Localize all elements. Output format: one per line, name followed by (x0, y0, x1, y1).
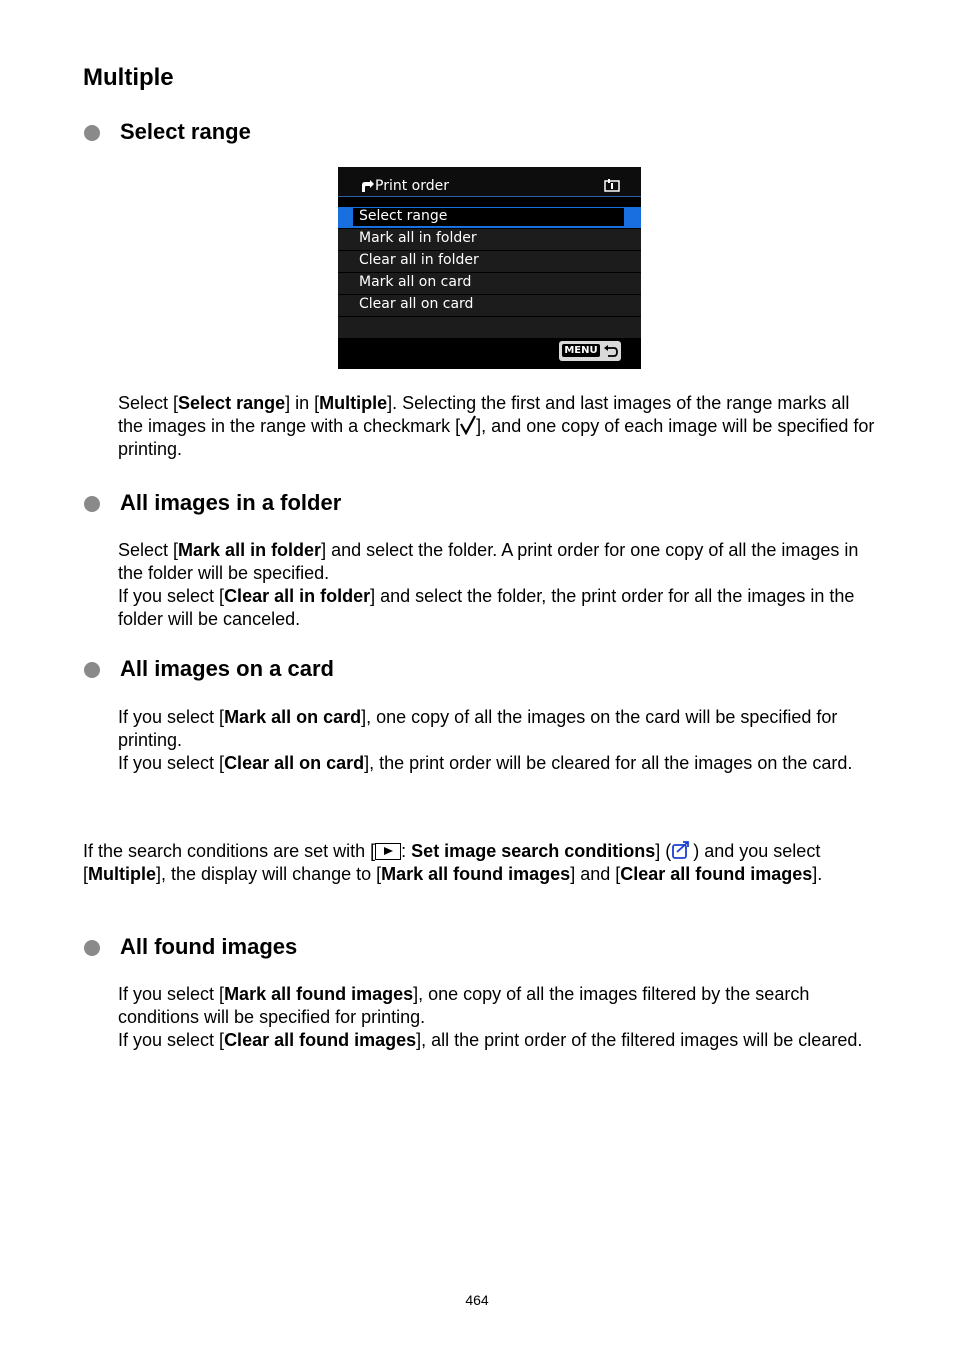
page-heading: Multiple (83, 64, 174, 91)
section-title: All images on a card (120, 656, 334, 681)
paragraph-select-range: Select [Select range] in [Multiple]. Selecting the first and last images of the range marks all the images in the range with a checkmark [ ], and one copy of each image will be specified for printing. (118, 393, 875, 459)
menu-item-clear-all-on-card[interactable] (338, 295, 641, 317)
bullet-icon (84, 125, 100, 141)
checkmark-icon (460, 415, 476, 435)
bullet-icon (84, 496, 100, 512)
camera-screen (338, 167, 641, 369)
card-icon (604, 179, 620, 192)
bullet-icon (84, 940, 100, 956)
section-title: All images in a folder (120, 490, 342, 515)
menu-item-label: Select range (359, 208, 448, 224)
return-icon (603, 344, 619, 358)
menu-item-label: Clear all on card (359, 296, 474, 312)
paragraph-folder: Select [Mark all in folder] and select the folder. A print order for one copy of all the images in the folder will be specified. If you select [Clear all in folder] and select the folder, the print order for all the images in the folder will be canceled. (118, 540, 859, 629)
menu-item-select-range[interactable] (338, 207, 641, 229)
menu-item-mark-all-in-folder[interactable] (338, 229, 641, 251)
screen-title: Print order (375, 178, 449, 194)
paragraph-card: If you select [Mark all on card], one copy of all the images on the card will be specified for printing. If you select [Clear all on card], the print order will be cleared for all the images on the card. (118, 707, 853, 773)
screen-titlebar (338, 167, 641, 197)
paragraph-found: If you select [Mark all found images], one copy of all the images filtered by the search conditions will be specified for printing. If you select [Clear all found images], all the print order of the filtered images will be cleared. (118, 984, 863, 1050)
section-title: All found images (120, 934, 298, 959)
section-title: Select range (120, 119, 251, 144)
menu-label: MENU (562, 344, 600, 357)
page-number: 464 (465, 1292, 489, 1308)
paragraph-search-conditions: If the search conditions are set with [ : Set image search conditions] ( ) and you select [Multiple], the display will change to [Mark all found images] and [Clear all found images]. (83, 841, 823, 884)
section-heading-select-range (84, 119, 251, 145)
menu-back-button[interactable] (559, 341, 621, 361)
menu-item-label: Mark all in folder (359, 230, 477, 246)
menu-item-label: Clear all in folder (359, 252, 479, 268)
menu-item-empty (338, 317, 641, 339)
playback-icon (375, 843, 401, 860)
menu-item-label: Mark all on card (359, 274, 472, 290)
menu-item-clear-all-in-folder[interactable] (338, 251, 641, 273)
section-heading-found (84, 934, 297, 960)
bullet-icon (84, 662, 100, 678)
menu-item-mark-all-on-card[interactable] (338, 273, 641, 295)
section-heading-card (84, 656, 334, 682)
link-icon[interactable] (671, 840, 693, 860)
print-order-icon (359, 179, 374, 193)
section-heading-folder (84, 490, 341, 516)
